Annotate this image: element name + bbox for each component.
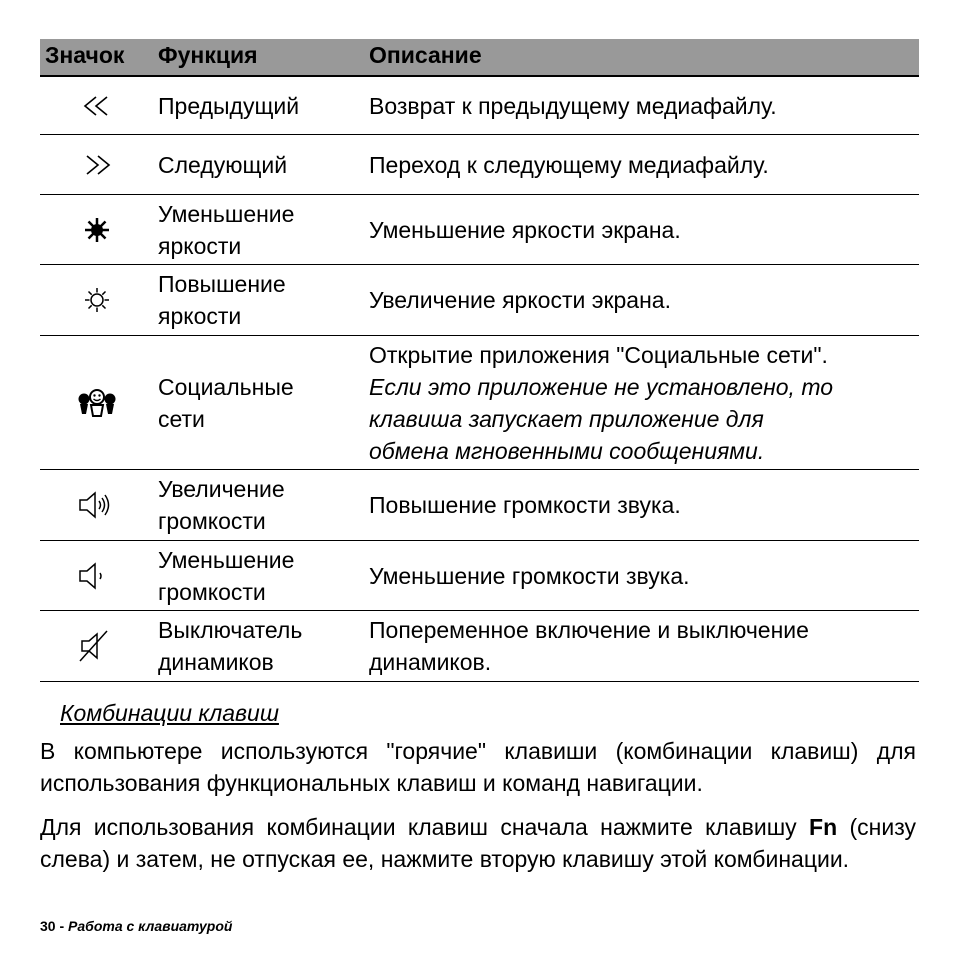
description-line: динамиков. (369, 649, 492, 675)
table-row (40, 135, 919, 195)
header-description: Описание (369, 42, 482, 68)
description-cell (369, 339, 833, 467)
description-line: Уменьшение яркости экрана. (369, 216, 681, 243)
header-icon: Значок (45, 42, 125, 68)
volume-down-icon (40, 541, 154, 610)
page-number: 30 (40, 918, 56, 934)
speaker-mute-icon (40, 611, 154, 681)
table-row (40, 470, 919, 541)
table-row (40, 336, 919, 470)
description-note-line: Если это приложение не установлено, то (369, 373, 834, 400)
description-note-line: клавиша запускает приложение для (369, 405, 764, 432)
function-line: Выключатель (158, 617, 303, 643)
description-line: Открытие приложения "Социальные сети". (369, 341, 828, 368)
description-note-line: обмена мгновенными сообщениями. (369, 437, 765, 464)
volume-up-icon (40, 470, 154, 540)
function-keys-table (40, 39, 919, 682)
function-cell (158, 149, 287, 181)
table-header (40, 39, 919, 77)
paragraph-fn-usage (40, 811, 916, 875)
function-cell (158, 198, 294, 262)
function-cell (158, 90, 299, 122)
function-cell (158, 268, 286, 332)
description-cell (369, 214, 681, 246)
description-line: Повышение громкости звука. (369, 492, 681, 518)
brightness-down-icon (40, 195, 154, 264)
brightness-up-icon (40, 265, 154, 335)
function-line: яркости (158, 303, 242, 329)
footer-separator: - (55, 918, 69, 934)
table-row (40, 541, 919, 611)
description-cell (369, 90, 777, 122)
footer-title: Работа с клавиатурой (68, 918, 233, 934)
header-function: Функция (158, 42, 258, 68)
description-line: Возврат к предыдущему медиафайлу. (369, 92, 777, 119)
function-cell (158, 614, 302, 678)
function-cell (158, 544, 294, 608)
fn-key-label: Fn (809, 814, 838, 840)
function-line: Уменьшение (158, 546, 295, 573)
function-line: громкости (158, 508, 266, 534)
table-row (40, 611, 919, 682)
function-cell (158, 371, 294, 435)
function-line: Увеличение (158, 476, 285, 502)
description-cell (369, 489, 681, 521)
description-line: Переход к следующему медиафайлу. (369, 151, 769, 178)
function-cell (158, 473, 285, 537)
function-line: Следующий (158, 151, 288, 178)
description-cell (369, 560, 690, 592)
description-line: Уменьшение громкости звука. (369, 562, 690, 589)
social-network-icon (40, 336, 154, 469)
function-line: Предыдущий (158, 92, 300, 119)
table-row (40, 195, 919, 265)
description-cell (369, 284, 671, 316)
function-line: Повышение (158, 271, 286, 297)
double-left-chevron-icon (40, 77, 154, 134)
paragraph-text: (снизу слева) и затем, не отпуская ее, нажмите вторую клавишу этой комбинации. (40, 814, 916, 872)
section-title: Комбинации клавиш (60, 700, 279, 726)
page-footer (40, 918, 232, 934)
double-right-chevron-icon (40, 135, 154, 194)
function-line: яркости (158, 232, 242, 259)
function-line: громкости (158, 578, 266, 605)
description-line: Увеличение яркости экрана. (369, 287, 671, 313)
paragraph-hotkeys-intro: В компьютере используются "горячие" клавиши (комбинации клавиш) для использования функциональных клавиш и команд навигации. (40, 738, 916, 796)
description-cell (369, 149, 769, 181)
paragraph-text: Для использования комбинации клавиш сначала нажмите клавишу (40, 814, 810, 840)
table-row (40, 77, 919, 135)
description-line: Попеременное включение и выключение (369, 617, 809, 643)
function-line: сети (158, 405, 205, 432)
description-cell (369, 614, 809, 678)
function-line: динамиков (158, 649, 274, 675)
table-row (40, 265, 919, 336)
function-line: Уменьшение (158, 200, 295, 227)
function-line: Социальные (158, 373, 294, 400)
